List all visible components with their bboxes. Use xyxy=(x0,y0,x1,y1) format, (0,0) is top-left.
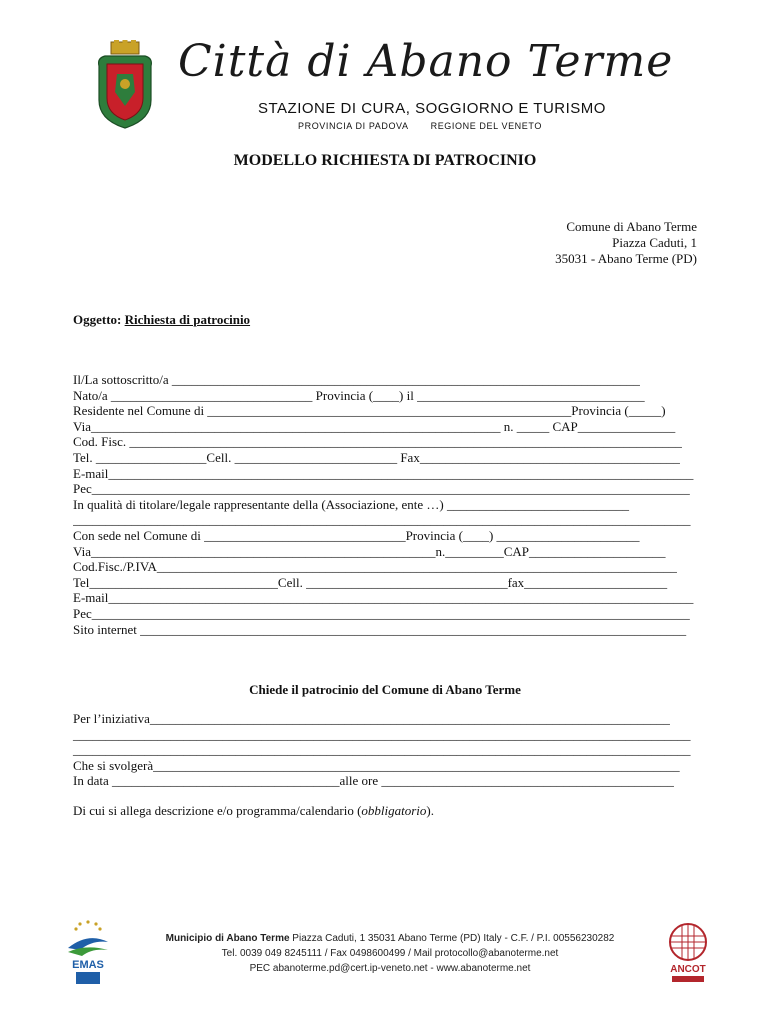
ancot-logo xyxy=(660,920,716,986)
city-tagline: STAZIONE DI CURA, SOGGIORNO E TURISMO xyxy=(258,100,606,117)
subject-line xyxy=(73,312,250,328)
attachment-prefix: Di cui si allega descrizione e/o programma/calendario ( xyxy=(73,803,362,818)
emas-logo-text: EMAS xyxy=(72,959,104,971)
form-field-line[interactable]: Sito internet ____________________________________________________________________________________ xyxy=(73,621,687,637)
request-field-line[interactable]: Per l’iniziativa________________________________________________________________________________ xyxy=(73,711,670,726)
footer-address: Piazza Caduti, 1 35031 Abano Terme (PD) Italy - C.F. / P.I. 00556230282 xyxy=(289,933,615,944)
form-field-line[interactable]: Tel_____________________________Cell. _______________________________fax______________________ xyxy=(73,574,668,590)
attachment-mandatory: obbligatorio xyxy=(361,803,427,818)
footer-line-2: Tel. 0039 049 8245111 / Fax 0498600499 / Mail protocollo@abanoterme.net xyxy=(221,948,559,959)
form-field-line[interactable]: _______________________________________________________________________________________________ xyxy=(73,512,691,528)
form-field-line[interactable]: Pec____________________________________________________________________________________________ xyxy=(73,605,690,621)
form-field-line[interactable]: Residente nel Comune di ________________________________________________________Provincia (_____) xyxy=(73,403,666,419)
form-field-line[interactable]: Nato/a _______________________________ Provincia (____) il ___________________________________ xyxy=(73,387,645,403)
form-field-line[interactable]: Con sede nel Comune di _______________________________Provincia (____) ______________________ xyxy=(73,527,640,543)
recipient-line: Comune di Abano Terme xyxy=(566,219,697,234)
recipient-line: Piazza Caduti, 1 xyxy=(612,235,697,250)
form-field-line[interactable]: In qualità di titolare/legale rappresentante della (Associazione, ente …) ____________________________ xyxy=(73,496,629,512)
city-province-region xyxy=(298,121,564,131)
applicant-form xyxy=(73,372,698,637)
region-label: REGIONE DEL VENETO xyxy=(430,121,542,131)
footer-municipality: Municipio di Abano Terme xyxy=(165,933,290,944)
recipient-line: 35031 - Abano Terme (PD) xyxy=(555,251,697,266)
form-field-line[interactable]: Cod.Fisc./P.IVA________________________________________________________________________________ xyxy=(73,559,677,575)
footer-line-1 xyxy=(130,931,650,946)
form-field-line[interactable]: Via_______________________________________________________________ n. _____ CAP_______________ xyxy=(73,418,676,434)
city-coat-of-arms-logo xyxy=(95,40,155,130)
province-label: PROVINCIA DI PADOVA xyxy=(298,121,409,131)
recipient-address xyxy=(555,219,697,267)
request-field-line[interactable]: _______________________________________________________________________________________________ xyxy=(73,726,691,742)
request-field-line[interactable]: Che si svolgerà_________________________________________________________________________________ xyxy=(73,757,680,773)
form-field-line[interactable]: Pec____________________________________________________________________________________________ xyxy=(73,481,690,497)
subject-value: Richiesta di patrocinio xyxy=(124,312,251,327)
request-field-line[interactable]: _______________________________________________________________________________________________ xyxy=(73,742,691,758)
form-field-line[interactable]: Cod. Fisc. _____________________________________________________________________________________ xyxy=(73,434,682,450)
document-title: MODELLO RICHIESTA DI PATROCINIO xyxy=(233,152,537,169)
subject-label: Oggetto: xyxy=(73,312,122,327)
form-field-line[interactable]: Il/La sottoscritto/a ________________________________________________________________________ xyxy=(73,372,640,387)
footer-line-3: PEC abanoterme.pd@cert.ip-veneto.net - www.abanoterme.net xyxy=(249,963,531,974)
footer-contact xyxy=(130,931,650,976)
request-heading: Chiede il patrocinio del Comune di Abano Terme xyxy=(249,682,521,697)
form-field-line[interactable]: E-mail__________________________________________________________________________________________ xyxy=(73,465,694,481)
form-field-line[interactable]: E-mail__________________________________________________________________________________________ xyxy=(73,590,694,606)
emas-logo xyxy=(62,918,114,988)
attachment-note xyxy=(73,803,434,819)
attachment-suffix: ). xyxy=(426,803,435,818)
form-field-line[interactable]: Tel. _________________Cell. _________________________ Fax________________________________________ xyxy=(73,449,680,465)
city-name-wordmark: Città di Abano Terme xyxy=(178,36,674,87)
form-field-line[interactable]: Via_____________________________________________________n._________CAP_____________________ xyxy=(73,543,666,559)
request-form xyxy=(73,711,698,789)
request-field-line[interactable]: In data ___________________________________alle ore _____________________________________________ xyxy=(73,773,674,789)
ancot-logo-text: ANCOT xyxy=(670,964,706,975)
